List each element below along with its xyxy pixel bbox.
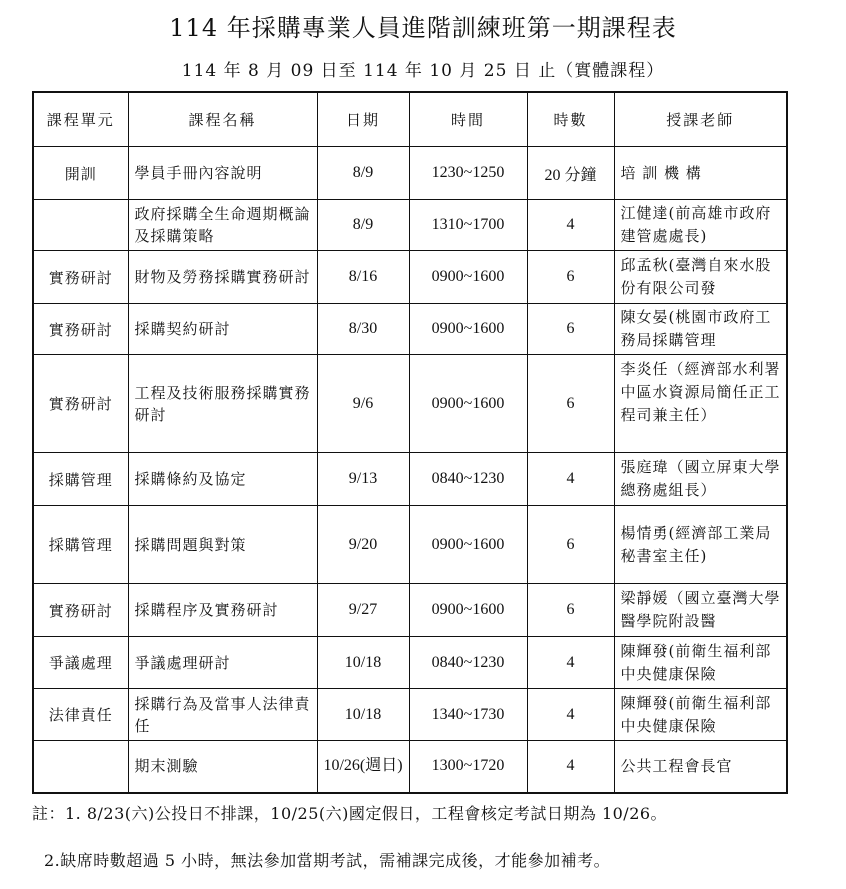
schedule-table (32, 91, 788, 794)
cell-unit: 採購管理 (33, 506, 128, 584)
cell-course: 採購行為及當事人法律責任 (128, 689, 317, 741)
table-row (33, 637, 787, 689)
cell-teacher (614, 637, 787, 689)
cell-time: 0900~1600 (409, 584, 527, 637)
cell-course: 政府採購全生命週期概論及採購策略 (128, 200, 317, 251)
cell-course: 學員手冊內容說明 (128, 147, 317, 200)
teacher-text: 楊情勇(經濟部工業局秘書室主任) (620, 523, 772, 565)
cell-hours: 4 (527, 200, 614, 251)
table-row (33, 741, 787, 793)
cell-unit: 實務研討 (33, 251, 128, 304)
cell-course: 採購程序及實務研討 (128, 584, 317, 637)
cell-time: 0840~1230 (409, 637, 527, 689)
cell-time: 1310~1700 (409, 200, 527, 251)
cell-time: 0840~1230 (409, 453, 527, 506)
cell-hours: 4 (527, 689, 614, 741)
cell-unit: 開訓 (33, 147, 128, 200)
cell-date: 9/6 (317, 355, 409, 453)
cell-hours: 6 (527, 355, 614, 453)
cell-unit: 法律責任 (33, 689, 128, 741)
teacher-text: 邱孟秋(臺灣自來水股份有限公司發 (620, 256, 772, 297)
cell-date: 10/18 (317, 637, 409, 689)
cell-unit: 實務研討 (33, 355, 128, 453)
cell-hours: 4 (527, 453, 614, 506)
teacher-text: 江健達(前高雄市政府建管處處長) (620, 204, 772, 245)
cell-date: 10/26(週日) (317, 741, 409, 793)
cell-teacher (614, 304, 787, 355)
cell-date: 8/9 (317, 147, 409, 200)
cell-course: 爭議處理研討 (128, 637, 317, 689)
cell-hours: 4 (527, 637, 614, 689)
cell-date: 8/16 (317, 251, 409, 304)
table-row (33, 453, 787, 506)
header-course: 課程名稱 (128, 92, 317, 147)
cell-teacher (614, 200, 787, 251)
cell-teacher (614, 506, 787, 584)
table-row (33, 355, 787, 453)
cell-time: 1300~1720 (409, 741, 527, 793)
teacher-text: 梁靜媛（國立臺灣大學醫學院附設醫 (620, 589, 781, 630)
cell-course: 採購問題與對策 (128, 506, 317, 584)
cell-teacher (614, 741, 787, 793)
cell-unit (33, 200, 128, 251)
cell-teacher (614, 355, 787, 453)
cell-teacher (614, 584, 787, 637)
cell-unit (33, 741, 128, 793)
table-row (33, 689, 787, 741)
note-2: 2.缺席時數超過 5 小時，無法參加當期考試，需補課完成後，才能參加補考。 (44, 851, 611, 870)
cell-time: 0900~1600 (409, 355, 527, 453)
cell-date: 10/18 (317, 689, 409, 741)
cell-unit: 爭議處理 (33, 637, 128, 689)
teacher-text: 陳輝發(前衛生福利部中央健康保險 (620, 641, 772, 683)
cell-course: 期末測驗 (128, 741, 317, 793)
cell-hours: 6 (527, 584, 614, 637)
cell-course: 工程及技術服務採購實務研討 (128, 355, 317, 453)
cell-hours: 20 分鐘 (527, 147, 614, 200)
page-title: 114 年採購專業人員進階訓練班第一期課程表 (169, 14, 677, 42)
cell-time: 0900~1600 (409, 304, 527, 355)
cell-hours: 6 (527, 304, 614, 355)
page-subtitle: 114 年 8 月 09 日至 114 年 10 月 25 日 止（實體課程） (181, 61, 665, 81)
cell-time: 0900~1600 (409, 506, 527, 584)
cell-course: 採購契約研討 (128, 304, 317, 355)
cell-date: 9/20 (317, 506, 409, 584)
cell-teacher (614, 147, 787, 200)
cell-time: 1230~1250 (409, 147, 527, 200)
table-row (33, 251, 787, 304)
cell-unit: 實務研討 (33, 584, 128, 637)
cell-teacher (614, 689, 787, 741)
teacher-text: 張庭瑋（國立屏東大學總務處組長） (620, 458, 781, 499)
table-row (33, 506, 787, 584)
table-header-row (33, 92, 787, 147)
teacher-text: 陳女晏(桃園市政府工務局採購管理 (620, 308, 772, 349)
cell-date: 9/13 (317, 453, 409, 506)
teacher-text: 培 訓 機 構 (620, 163, 702, 182)
cell-hours: 4 (527, 741, 614, 793)
header-time: 時間 (409, 92, 527, 147)
teacher-text: 陳輝發(前衛生福利部中央健康保險 (620, 693, 772, 735)
teacher-text: 公共工程會長官 (620, 756, 733, 775)
cell-date: 8/30 (317, 304, 409, 355)
cell-course: 財物及勞務採購實務研討 (128, 251, 317, 304)
cell-time: 1340~1730 (409, 689, 527, 741)
cell-hours: 6 (527, 506, 614, 584)
header-date: 日期 (317, 92, 409, 147)
table-row (33, 200, 787, 251)
cell-unit: 採購管理 (33, 453, 128, 506)
table-row (33, 584, 787, 637)
cell-date: 9/27 (317, 584, 409, 637)
teacher-text: 李炎任（經濟部水利署中區水資源局簡任正工程司兼主任） (620, 359, 781, 424)
table-row (33, 304, 787, 355)
header-unit: 課程單元 (33, 92, 128, 147)
header-teacher: 授課老師 (614, 92, 787, 147)
table-row (33, 147, 787, 200)
cell-unit: 實務研討 (33, 304, 128, 355)
cell-hours: 6 (527, 251, 614, 304)
header-hours: 時數 (527, 92, 614, 147)
cell-date: 8/9 (317, 200, 409, 251)
cell-teacher (614, 453, 787, 506)
cell-course: 採購條約及協定 (128, 453, 317, 506)
cell-teacher (614, 251, 787, 304)
cell-time: 0900~1600 (409, 251, 527, 304)
note-1: 註：1. 8/23(六)公投日不排課，10/25(六)國定假日，工程會核定考試日期為 10/26。 (32, 804, 668, 823)
